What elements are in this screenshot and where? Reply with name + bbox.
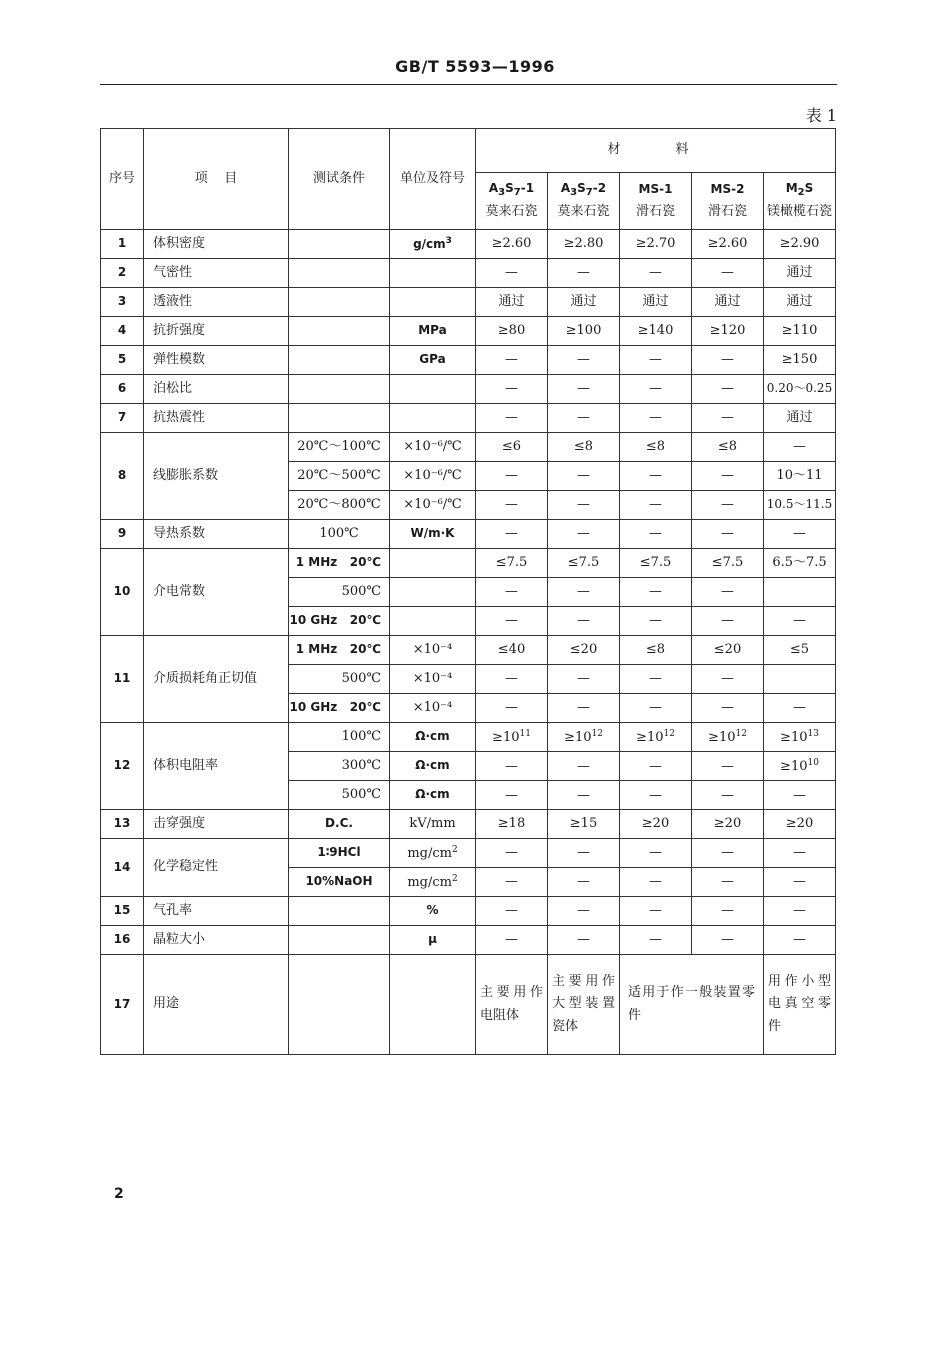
cell-value: — — [620, 346, 692, 375]
cell-value: — — [764, 839, 836, 868]
cell-value: — — [692, 781, 764, 810]
cell-value: — — [548, 578, 620, 607]
cell-value: — — [692, 259, 764, 288]
cell-value: $\ge 10^{13}$ — [764, 723, 836, 752]
row-item: 击穿强度 — [144, 810, 289, 839]
cell-condition — [289, 897, 390, 926]
row-number: 13 — [101, 810, 144, 839]
row-number: 4 — [101, 317, 144, 346]
cell-condition — [289, 230, 390, 259]
cell-value: — — [476, 375, 548, 404]
row-item: 气孔率 — [144, 897, 289, 926]
cell-value: ≤20 — [548, 636, 620, 665]
cell-condition: 500℃ — [289, 578, 390, 607]
cell-value: 0.20～0.25 — [764, 375, 836, 404]
table-row — [101, 230, 836, 259]
table-row — [101, 955, 836, 1055]
cell-value: ≥120 — [692, 317, 764, 346]
row-number: 9 — [101, 520, 144, 549]
cell-value: $\ge 10^{12}$ — [692, 723, 764, 752]
cell-condition — [289, 375, 390, 404]
cell-value: — — [476, 839, 548, 868]
cell-value: 通过 — [548, 288, 620, 317]
material-header: MS-1 滑石瓷 — [620, 173, 692, 230]
cell-value: ≥80 — [476, 317, 548, 346]
cell-value: — — [476, 404, 548, 433]
cell-value: 通过 — [764, 404, 836, 433]
cell-value — [764, 665, 836, 694]
material-header: MS-2 滑石瓷 — [692, 173, 764, 230]
row-number: 8 — [101, 433, 144, 520]
cell-value: ≥15 — [548, 810, 620, 839]
cell-usage: 主要用作电阻体 — [476, 955, 548, 1055]
cell-value: — — [692, 607, 764, 636]
table-row — [101, 288, 836, 317]
row-number: 17 — [101, 955, 144, 1055]
cell-condition: 20℃～500℃ — [289, 462, 390, 491]
material-header: $A_3S_7-2$ 莫来石瓷 — [548, 173, 620, 230]
cell-value: — — [620, 607, 692, 636]
cell-value: — — [620, 375, 692, 404]
cell-value: — — [620, 781, 692, 810]
cell-usage: 用作小型电真空零件 — [764, 955, 836, 1055]
cell-value: — — [476, 897, 548, 926]
row-number: 7 — [101, 404, 144, 433]
cell-value: ≤8 — [620, 433, 692, 462]
cell-value: ≤20 — [692, 636, 764, 665]
cell-value: ≤7.5 — [692, 549, 764, 578]
cell-unit: μ — [390, 926, 476, 955]
cell-unit: Ω·cm — [390, 781, 476, 810]
cell-value: $\ge 10^{11}$ — [476, 723, 548, 752]
cell-value: ≤7.5 — [620, 549, 692, 578]
cell-condition: 300℃ — [289, 752, 390, 781]
cell-condition: D.C. — [289, 810, 390, 839]
cell-value: ≤8 — [620, 636, 692, 665]
cell-unit: GPa — [390, 346, 476, 375]
row-number: 12 — [101, 723, 144, 810]
row-item: 气密性 — [144, 259, 289, 288]
cell-unit: ×10⁻⁶/℃ — [390, 462, 476, 491]
cell-value: $\ge 10^{10}$ — [764, 752, 836, 781]
cell-unit: $mg/cm^2$ — [390, 839, 476, 868]
row-item: 体积电阻率 — [144, 723, 289, 810]
row-item: 透液性 — [144, 288, 289, 317]
cell-value: — — [548, 259, 620, 288]
cell-value: — — [620, 926, 692, 955]
cell-unit — [390, 955, 476, 1055]
cell-condition — [289, 317, 390, 346]
cell-value: — — [692, 491, 764, 520]
cell-value: — — [476, 665, 548, 694]
cell-value: — — [620, 520, 692, 549]
table-row — [101, 723, 836, 752]
row-item: 体积密度 — [144, 230, 289, 259]
cell-value: — — [692, 578, 764, 607]
row-number: 10 — [101, 549, 144, 636]
cell-unit — [390, 578, 476, 607]
cell-condition — [289, 955, 390, 1055]
cell-condition: 500℃ — [289, 781, 390, 810]
cell-value: ≤7.5 — [476, 549, 548, 578]
cell-unit: W/m·K — [390, 520, 476, 549]
cell-unit: % — [390, 897, 476, 926]
cell-value: — — [692, 665, 764, 694]
cell-value: — — [764, 694, 836, 723]
cell-value: — — [692, 404, 764, 433]
cell-value: ≥18 — [476, 810, 548, 839]
cell-value: — — [692, 839, 764, 868]
cell-value: — — [476, 346, 548, 375]
properties-table — [100, 128, 836, 1055]
row-item: 介质损耗角正切值 — [144, 636, 289, 723]
cell-value: — — [764, 781, 836, 810]
cell-value: — — [548, 694, 620, 723]
cell-value: — — [764, 868, 836, 897]
cell-condition: 20℃～100℃ — [289, 433, 390, 462]
row-number: 16 — [101, 926, 144, 955]
cell-value: — — [476, 259, 548, 288]
table-label: 表 1 — [805, 106, 837, 125]
header-item: 项 目 — [144, 129, 289, 230]
cell-value: — — [764, 520, 836, 549]
cell-value: — — [476, 607, 548, 636]
table-row — [101, 259, 836, 288]
cell-value: — — [692, 346, 764, 375]
cell-condition: 1 MHz 20℃ — [289, 549, 390, 578]
row-item: 化学稳定性 — [144, 839, 289, 897]
cell-unit — [390, 549, 476, 578]
cell-usage: 主要用作大型装置瓷体 — [548, 955, 620, 1055]
cell-condition: 500℃ — [289, 665, 390, 694]
cell-value: 10.5～11.5 — [764, 491, 836, 520]
cell-value: — — [548, 665, 620, 694]
cell-value: ≥20 — [764, 810, 836, 839]
cell-condition: 1 MHz 20℃ — [289, 636, 390, 665]
cell-value: ≤6 — [476, 433, 548, 462]
cell-unit: $g/cm^3$ — [390, 230, 476, 259]
cell-value: — — [476, 781, 548, 810]
row-number: 15 — [101, 897, 144, 926]
cell-value: 10～11 — [764, 462, 836, 491]
cell-value: — — [476, 752, 548, 781]
cell-value: ≥2.60 — [476, 230, 548, 259]
cell-value: 通过 — [692, 288, 764, 317]
cell-value: — — [548, 346, 620, 375]
cell-value: — — [692, 868, 764, 897]
cell-value: — — [764, 926, 836, 955]
header-seq: 序号 — [101, 129, 144, 230]
cell-value: — — [620, 897, 692, 926]
cell-condition — [289, 259, 390, 288]
cell-value: ≥2.90 — [764, 230, 836, 259]
table-row — [101, 926, 836, 955]
cell-value: — — [476, 868, 548, 897]
cell-value: 通过 — [764, 288, 836, 317]
cell-value: — — [548, 375, 620, 404]
cell-unit: ×10⁻⁶/℃ — [390, 491, 476, 520]
document-header: GB/T 5593—1996 — [395, 57, 555, 76]
cell-value: ≥140 — [620, 317, 692, 346]
table-row — [101, 810, 836, 839]
cell-value: — — [548, 491, 620, 520]
cell-value: ≤7.5 — [548, 549, 620, 578]
cell-condition — [289, 288, 390, 317]
row-item: 泊松比 — [144, 375, 289, 404]
table-row — [101, 520, 836, 549]
page-number: 2 — [114, 1186, 124, 1202]
cell-value: 通过 — [476, 288, 548, 317]
row-item: 介电常数 — [144, 549, 289, 636]
cell-value: — — [620, 694, 692, 723]
cell-value: — — [548, 404, 620, 433]
cell-value: — — [620, 868, 692, 897]
cell-value: — — [692, 520, 764, 549]
row-number: 1 — [101, 230, 144, 259]
table-row — [101, 549, 836, 578]
header-rule — [100, 84, 837, 85]
cell-value: — — [476, 462, 548, 491]
cell-condition — [289, 926, 390, 955]
cell-value: ≥150 — [764, 346, 836, 375]
cell-value: ≥2.60 — [692, 230, 764, 259]
table-row — [101, 897, 836, 926]
cell-value: 6.5～7.5 — [764, 549, 836, 578]
cell-value: ≥20 — [620, 810, 692, 839]
cell-value: ≥2.80 — [548, 230, 620, 259]
cell-value: — — [548, 607, 620, 636]
header-materials: 材料 — [476, 129, 836, 173]
header-unit: 单位及符号 — [390, 129, 476, 230]
cell-value: — — [692, 897, 764, 926]
table-row — [101, 636, 836, 665]
row-number: 2 — [101, 259, 144, 288]
cell-value — [764, 578, 836, 607]
table-row — [101, 839, 836, 868]
cell-value: ≥2.70 — [620, 230, 692, 259]
row-number: 3 — [101, 288, 144, 317]
cell-unit — [390, 375, 476, 404]
header-condition: 测试条件 — [289, 129, 390, 230]
row-number: 14 — [101, 839, 144, 897]
cell-value: — — [476, 491, 548, 520]
cell-value: — — [692, 926, 764, 955]
row-item: 抗热震性 — [144, 404, 289, 433]
cell-value: — — [620, 665, 692, 694]
cell-value: — — [548, 781, 620, 810]
cell-value: — — [548, 752, 620, 781]
cell-unit: ×10⁻⁴ — [390, 694, 476, 723]
cell-value: — — [476, 520, 548, 549]
cell-value: — — [476, 694, 548, 723]
cell-value: — — [692, 694, 764, 723]
cell-value: — — [620, 259, 692, 288]
cell-usage: 适用于作一般装置零件 — [620, 955, 764, 1055]
material-header: $M_2S$ 镁橄榄石瓷 — [764, 173, 836, 230]
cell-value: — — [548, 897, 620, 926]
cell-value: — — [620, 462, 692, 491]
cell-unit — [390, 607, 476, 636]
cell-value: ≥110 — [764, 317, 836, 346]
cell-value: 通过 — [764, 259, 836, 288]
cell-value: — — [620, 491, 692, 520]
table-row — [101, 404, 836, 433]
cell-condition: 1∶9HCl — [289, 839, 390, 868]
cell-condition: 10 GHz 20℃ — [289, 694, 390, 723]
cell-value: — — [476, 926, 548, 955]
cell-value: ≤8 — [692, 433, 764, 462]
cell-value: — — [548, 462, 620, 491]
cell-value: ≤5 — [764, 636, 836, 665]
cell-value: — — [548, 926, 620, 955]
table-row — [101, 433, 836, 462]
cell-value: — — [764, 897, 836, 926]
cell-value: — — [620, 752, 692, 781]
cell-value: — — [692, 752, 764, 781]
cell-unit — [390, 404, 476, 433]
row-item: 线膨胀系数 — [144, 433, 289, 520]
cell-value: ≤40 — [476, 636, 548, 665]
cell-value: — — [692, 462, 764, 491]
row-item: 弹性模数 — [144, 346, 289, 375]
row-item: 晶粒大小 — [144, 926, 289, 955]
table-row — [101, 375, 836, 404]
cell-value: — — [764, 607, 836, 636]
cell-value: — — [620, 839, 692, 868]
table-row — [101, 317, 836, 346]
cell-condition: 20℃～800℃ — [289, 491, 390, 520]
cell-value: ≥20 — [692, 810, 764, 839]
cell-value: — — [620, 578, 692, 607]
cell-value: — — [548, 868, 620, 897]
row-number: 11 — [101, 636, 144, 723]
cell-unit: kV/mm — [390, 810, 476, 839]
row-item: 导热系数 — [144, 520, 289, 549]
cell-condition: 10 GHz 20℃ — [289, 607, 390, 636]
cell-condition: 10%NaOH — [289, 868, 390, 897]
cell-value: — — [692, 375, 764, 404]
cell-value: ≥100 — [548, 317, 620, 346]
cell-value: — — [476, 578, 548, 607]
cell-condition: 100℃ — [289, 520, 390, 549]
material-header: $A_3S_7-1$ 莫来石瓷 — [476, 173, 548, 230]
cell-unit: ×10⁻⁶/℃ — [390, 433, 476, 462]
cell-unit: ×10⁻⁴ — [390, 636, 476, 665]
table-row — [101, 346, 836, 375]
row-number: 6 — [101, 375, 144, 404]
cell-value: — — [548, 839, 620, 868]
cell-condition: 100℃ — [289, 723, 390, 752]
cell-unit: Ω·cm — [390, 723, 476, 752]
cell-value: — — [764, 433, 836, 462]
row-number: 5 — [101, 346, 144, 375]
row-item: 抗折强度 — [144, 317, 289, 346]
cell-unit: ×10⁻⁴ — [390, 665, 476, 694]
cell-unit — [390, 259, 476, 288]
cell-value: ≤8 — [548, 433, 620, 462]
cell-unit: $mg/cm^2$ — [390, 868, 476, 897]
cell-value: $\ge 10^{12}$ — [548, 723, 620, 752]
cell-unit — [390, 288, 476, 317]
cell-value: — — [548, 520, 620, 549]
cell-unit: Ω·cm — [390, 752, 476, 781]
cell-condition — [289, 404, 390, 433]
row-item: 用途 — [144, 955, 289, 1055]
cell-value: — — [620, 404, 692, 433]
cell-value: $\ge 10^{12}$ — [620, 723, 692, 752]
cell-unit: MPa — [390, 317, 476, 346]
cell-condition — [289, 346, 390, 375]
cell-value: 通过 — [620, 288, 692, 317]
